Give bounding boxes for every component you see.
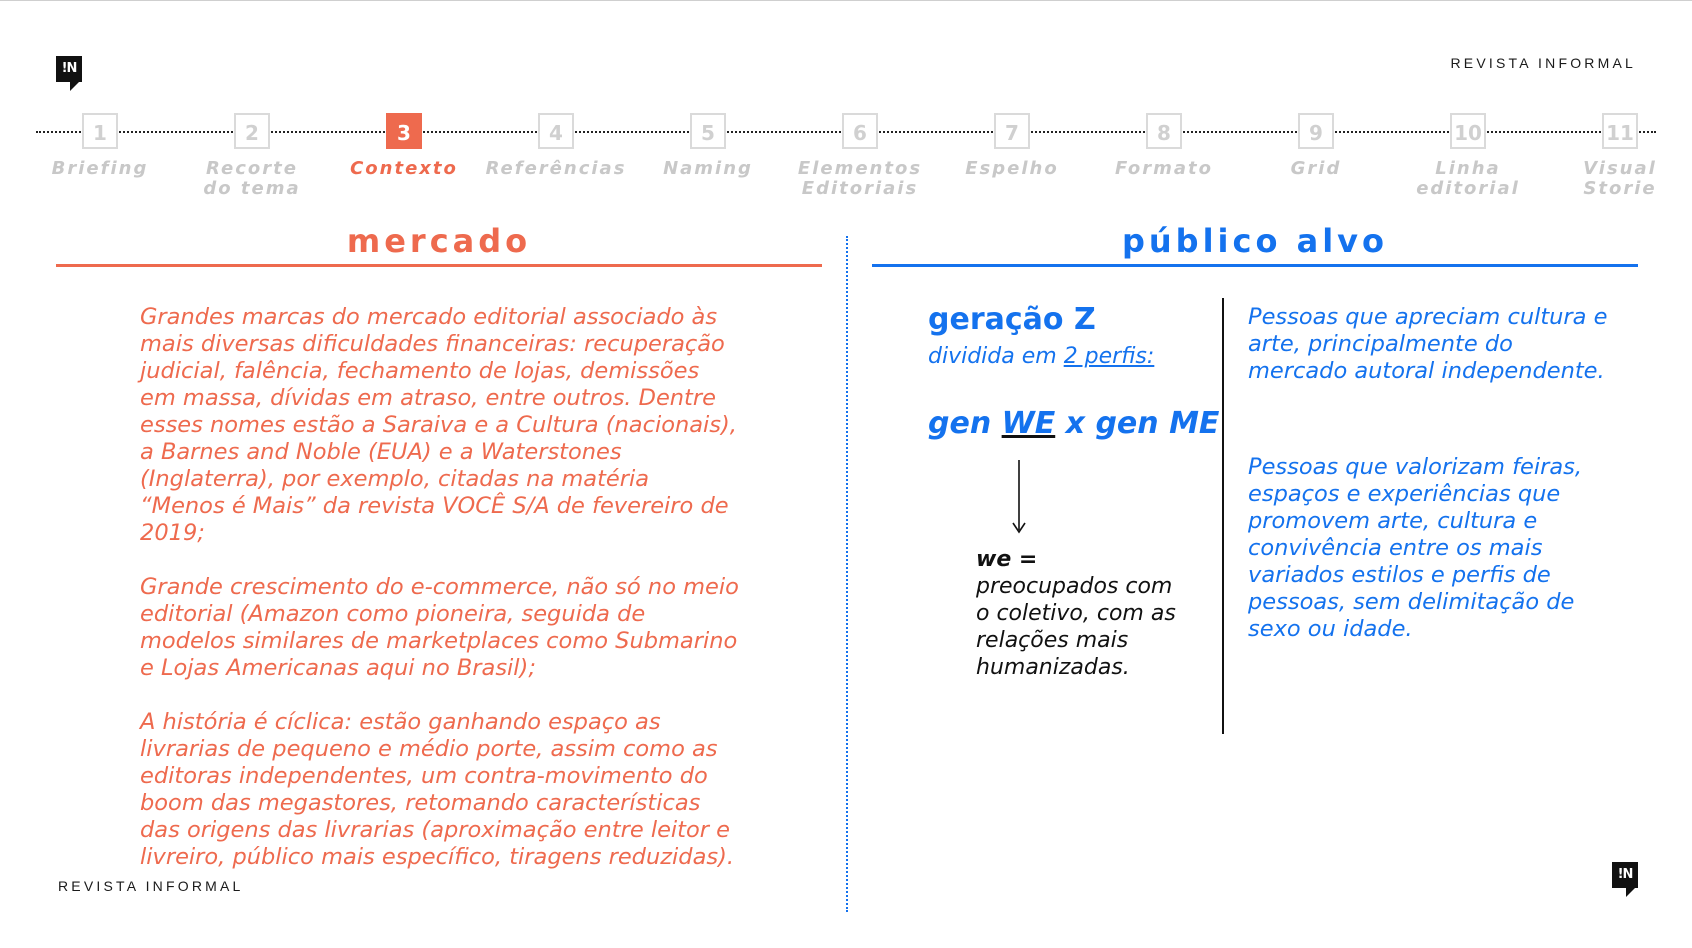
timeline-step-4[interactable] xyxy=(481,113,631,179)
timeline-step-label: Elementos Editoriais xyxy=(797,158,923,199)
timeline-step-label: Grid xyxy=(1290,158,1342,179)
timeline-step-5[interactable] xyxy=(633,113,783,179)
timeline-step-label: Linha editorial xyxy=(1416,158,1520,199)
logo-icon xyxy=(1612,862,1638,888)
timeline-step-2[interactable] xyxy=(177,113,327,199)
timeline-step-number: 3 xyxy=(386,113,422,149)
profiles-link[interactable]: 2 perfis: xyxy=(1063,344,1155,369)
timeline-step-label: Contexto xyxy=(350,158,458,179)
mercado-title: mercado xyxy=(346,222,532,260)
timeline-step-number: 1 xyxy=(82,113,118,149)
publico-rule xyxy=(872,264,1638,267)
timeline-step-9[interactable] xyxy=(1241,113,1391,179)
generation-subtitle xyxy=(928,344,1154,369)
mercado-paragraph: Grande crescimento do e-commerce, não só no meio editorial (Amazon como pioneira, seguida de modelos similares de marketplaces como Submarino e Lojas Americanas aqui no Brasil); xyxy=(140,574,739,681)
top-border xyxy=(0,0,1692,1)
mercado-text xyxy=(140,304,740,898)
mercado-paragraph: A história é cíclica: estão ganhando espaço as livrarias de pequeno e médio porte, assim como as editoras independentes, um contra-movimento do boom das megastores, retomando características das origens das livrarias (aproximação entre leitor e livreiro, público mais específico, tiragens reduzidas). xyxy=(140,709,735,870)
column-divider xyxy=(846,236,848,912)
logo-icon xyxy=(56,56,82,82)
mercado-paragraph: Grandes marcas do mercado editorial associado às mais diversas dificuldades financeiras: recuperação judicial, falência, fechamento de lojas, demissões em massa, dívidas em atraso, entre outros. Dentre esses nomes estão a Saraiva e a Cultura (nacionais), a Barnes and Noble (EUA) e a Waterstones (Inglaterra), por exemplo, citadas na matéria “Menos é Mais” da revista VOCÊ S/A de fevereiro de 2019; xyxy=(140,304,737,546)
timeline-step-label: Formato xyxy=(1114,158,1213,179)
brand-name-header: REVISTA INFORMAL xyxy=(1450,55,1636,71)
gen-suffix: x gen ME xyxy=(1055,406,1220,441)
timeline-step-number: 7 xyxy=(994,113,1030,149)
down-arrow-icon xyxy=(1012,460,1026,536)
gen-prefix: gen xyxy=(928,406,1002,441)
timeline-step-number: 9 xyxy=(1298,113,1334,149)
timeline-step-number: 10 xyxy=(1450,113,1486,149)
we-definition-text: preocupados com o coletivo, com as relações mais humanizadas. xyxy=(976,574,1176,680)
timeline-step-10[interactable] xyxy=(1393,113,1543,199)
gen-we-term: WE xyxy=(1001,406,1056,441)
timeline-step-label: Briefing xyxy=(51,158,149,179)
vertical-separator xyxy=(1222,298,1224,734)
timeline-step-label: Referências xyxy=(485,158,627,179)
publico-paragraph: Pessoas que valorizam feiras, espaços e experiências que promovem arte, cultura e convivência entre os mais variados estilos e perfis de pessoas, sem delimitação de sexo ou idade. xyxy=(1248,454,1583,642)
timeline-step-label: Naming xyxy=(663,158,753,179)
timeline-step-label: Visual Storie xyxy=(1583,158,1657,199)
gen-we-vs-me xyxy=(928,406,1219,441)
generation-title: geração Z xyxy=(928,302,1096,337)
timeline-step-3[interactable] xyxy=(329,113,479,179)
timeline-step-number: 6 xyxy=(842,113,878,149)
timeline-step-number: 2 xyxy=(234,113,270,149)
publico-paragraph: Pessoas que apreciam cultura e arte, principalmente do mercado autoral independente. xyxy=(1248,304,1608,384)
logo-text: !N xyxy=(61,61,77,76)
timeline-step-label: Recorte do tema xyxy=(203,158,301,199)
timeline-step-number: 11 xyxy=(1602,113,1638,149)
publico-title: público alvo xyxy=(1121,222,1389,260)
logo-text: !N xyxy=(1617,867,1633,882)
timeline-step-1[interactable] xyxy=(25,113,175,179)
we-definition xyxy=(976,546,1186,681)
brand-name-footer: REVISTA INFORMAL xyxy=(58,878,244,894)
timeline-step-8[interactable] xyxy=(1089,113,1239,179)
timeline-step-6[interactable] xyxy=(785,113,935,199)
mercado-rule xyxy=(56,264,822,267)
divided-prefix: dividida em xyxy=(928,344,1064,369)
timeline-step-number: 8 xyxy=(1146,113,1182,149)
we-term: we = xyxy=(976,547,1038,572)
timeline-step-number: 4 xyxy=(538,113,574,149)
timeline-step-label: Espelho xyxy=(965,158,1059,179)
timeline-step-7[interactable] xyxy=(937,113,1087,179)
timeline-step-11[interactable] xyxy=(1545,113,1692,199)
timeline-step-number: 5 xyxy=(690,113,726,149)
